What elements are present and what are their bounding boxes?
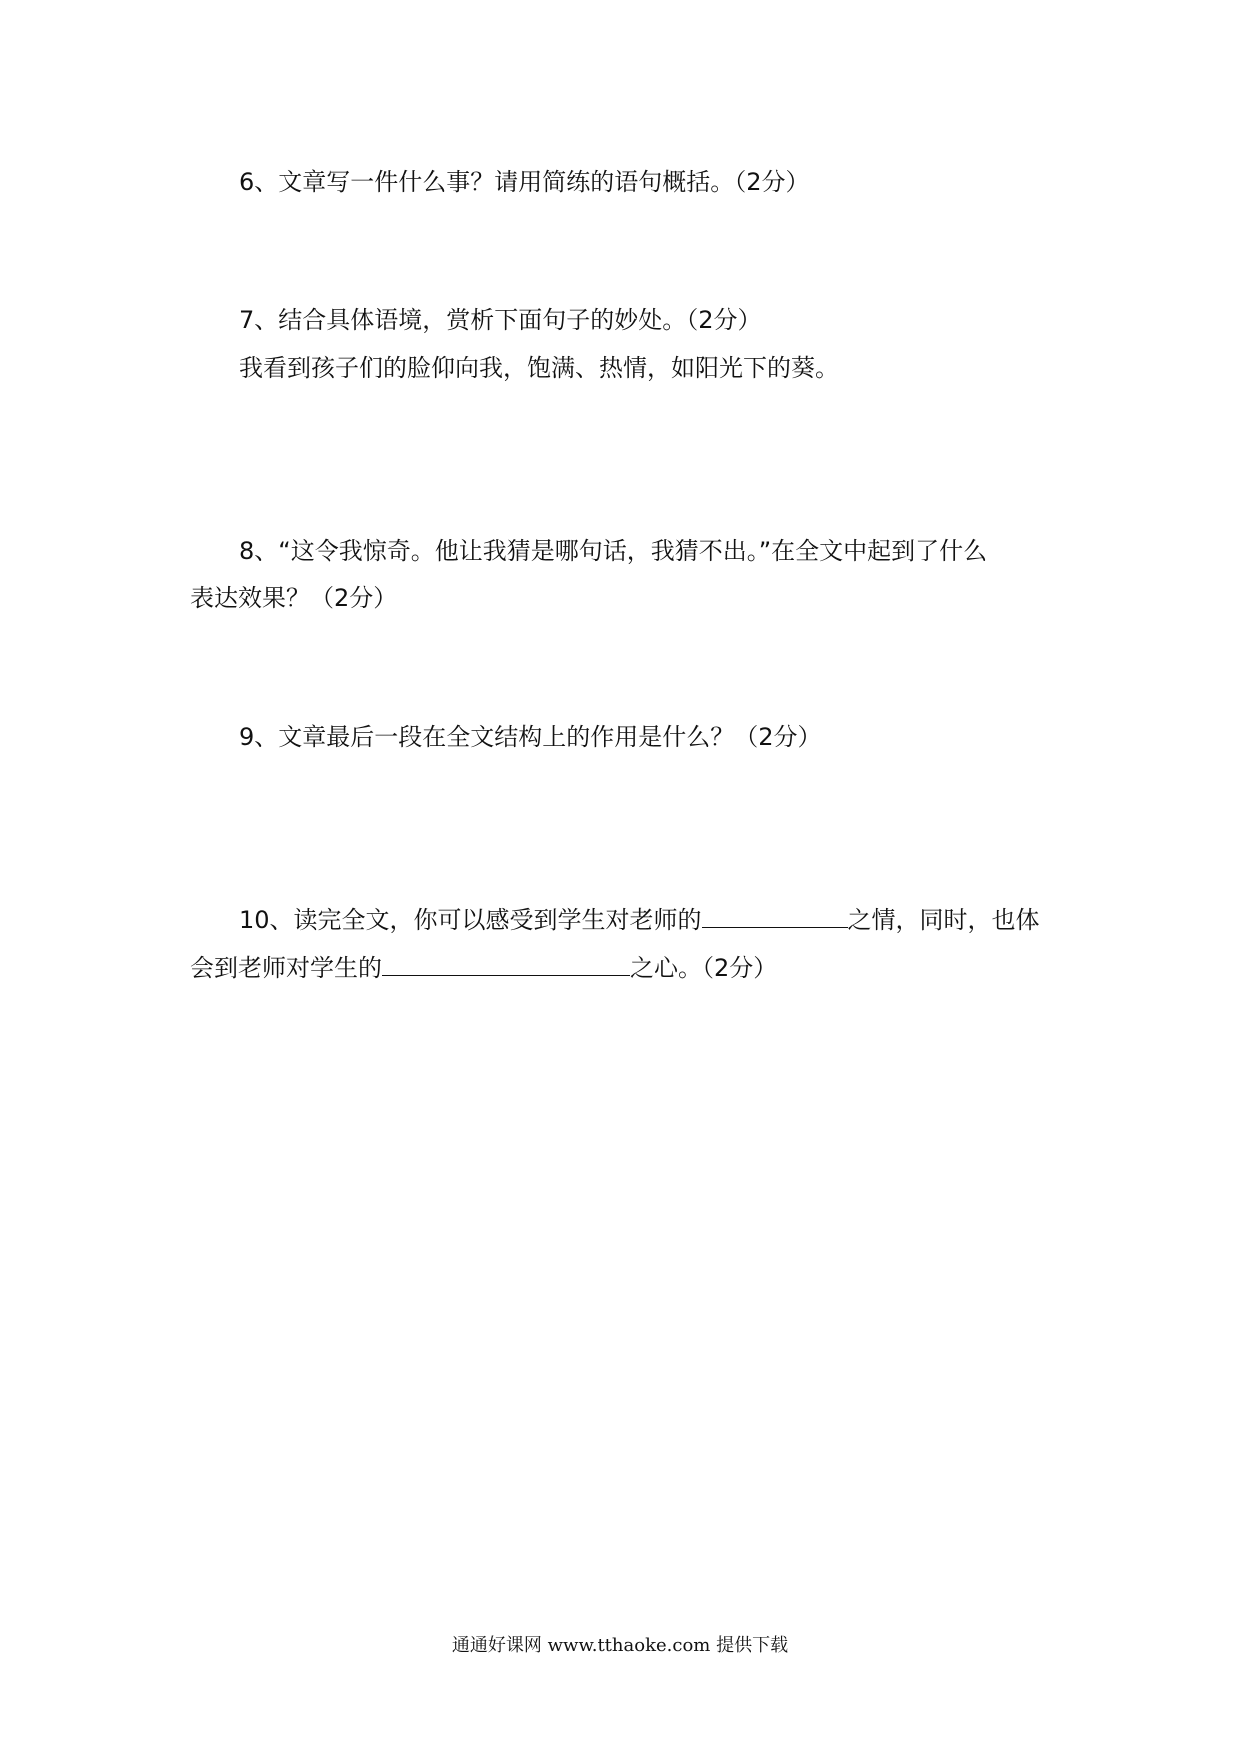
question-10-line1-before: 10、读完全文，你可以感受到学生对老师的 bbox=[239, 906, 702, 934]
question-10-line1 bbox=[239, 905, 1040, 935]
question-7-quote: 我看到孩子们的脸仰向我，饱满、热情，如阳光下的葵。 bbox=[239, 354, 839, 382]
question-9-text: 9、文章最后一段在全文结构上的作用是什么？（2分） bbox=[239, 723, 822, 751]
question-6-text: 6、文章写一件什么事？请用简练的语句概括。（2分） bbox=[239, 168, 810, 196]
answer-blank-1[interactable] bbox=[702, 905, 848, 928]
question-10-line2 bbox=[190, 953, 777, 983]
question-10-line2-before: 会到老师对学生的 bbox=[190, 954, 382, 982]
question-8-text-line2: 表达效果？（2分） bbox=[190, 584, 398, 612]
answer-blank-2[interactable] bbox=[382, 953, 630, 976]
question-7-text: 7、结合具体语境，赏析下面句子的妙处。（2分） bbox=[239, 306, 762, 334]
question-8-text-line1: 8、“这令我惊奇。他让我猜是哪句话，我猜不出。”在全文中起到了什么 bbox=[239, 537, 988, 565]
question-10-line2-after: 之心。（2分） bbox=[630, 954, 778, 982]
page-footer: 通通好课网 www.tthaoke.com 提供下载 bbox=[451, 1635, 789, 1656]
question-10-line1-after: 之情，同时，也体 bbox=[847, 906, 1040, 934]
